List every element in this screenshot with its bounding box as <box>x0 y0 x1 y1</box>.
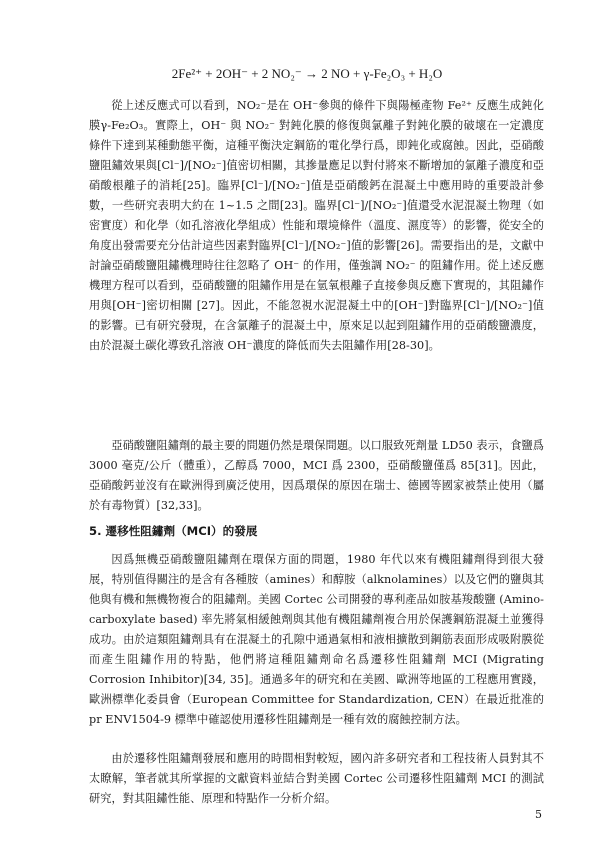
chemical-equation: 2Fe²⁺ + 2OH⁻ + 2 NO₂⁻ → 2 NO + γ-Fe₂O₃ + H₂O <box>171 66 443 81</box>
paragraph-4 <box>89 749 544 809</box>
paragraph-text: 因爲無機亞硝酸鹽阻鏽劑在環保方面的問題，1980 年代以來有機阻鏽劑得到很大發展，特別值得關注的是含有各種胺（amines）和醇胺（alknolamines）以及它們的鹽與其他與有機和無機物複合的阻鏽劑。美國 Cortec 公司開發的專利產品如胺基羧酸鹽 (Amino-carboxylate based) 率先將氣相緩蝕劑與其他有機阻鏽劑複合用於保護鋼筋混凝土並獲得成功。由於這類阻鏽劑具有在混凝土的孔隙中通過氣相和液相擴散到鋼筋表面形成吸附膜從而產生阻鏽作用的特點，他們將這種阻鏽劑命名爲遷移性阻鏽劑 MCI (Migrating Corrosion Inhibitor)[34, 35]。通過多年的研究和在美國、歐洲等地區的工程應用實踐，歐洲標準化委員會（European Committee for Standardization, CEN）在最近批准的 pr ENV1504-9 標準中確認使用遷移性阻鏽劑是一種有效的腐蝕控制方法。 <box>89 553 544 726</box>
paragraph-text: 由於遷移性阻鏽劑發展和應用的時間相對較短，國內許多研究者和工程技術人員對其不太瞭解，筆者就其所掌握的文獻資料並結合對美國 Cortec 公司遷移性阻鏽劑 MCI 的測試研究，對其阻鏽性能、原理和特點作一分析介紹。 <box>89 752 544 805</box>
paragraph-1 <box>89 96 544 356</box>
page-number: 5 <box>535 808 542 821</box>
paragraph-text: 從上述反應式可以看到，NO₂⁻是在 OH⁻參與的條件下與陽極產物 Fe²⁺ 反應生成鈍化膜γ-Fe₂O₃。實際上，OH⁻ 與 NO₂⁻ 對鈍化膜的修復與氯離子對鈍化膜的破壞在一定濃度條件下達到某種動態平衡，這種平衡決定鋼筋的電化學行爲，即鈍化或腐蝕。因此，亞硝酸鹽阻鏽效果與[Cl⁻]/[NO₂⁻]值密切相關，其摻量應足以對付將來不斷增加的氯離子濃度和亞硝酸根離子的消耗[25]。臨界[Cl⁻]/[NO₂⁻]值是亞硝酸鈣在混凝土中應用時的重要設計參數，一些研究表明大約在 1~1.5 之間[23]。臨界[Cl⁻]/[NO₂⁻]值還受水泥混凝土物理（如密實度）和化學（如孔溶液化學組成）性能和環境條件（溫度、濕度等）的影響，從安全的角度出發需要充分估計這些因素對臨界[Cl⁻]/[NO₂⁻]值的影響[26]。需要指出的是，文獻中討論亞硝酸鹽阻鏽機理時往往忽略了 OH⁻ 的作用，僅強調 NO₂⁻ 的阻鏽作用。從上述反應機理方程可以看到，亞硝酸鹽的阻鏽作用是在氫氧根離子直接參與反應下實現的，其阻鏽作用與[OH⁻]密切相關 [27]。因此，不能忽視水泥混凝土中的[OH⁻]對臨界[Cl⁻]/[NO₂⁻]值的影響。已有研究發現，在含氯離子的混凝土中，原來足以起到阻鏽作用的亞硝酸鹽濃度，由於混凝土碳化導致孔溶液 OH⁻濃度的降低而失去阻鏽作用[28-30]。 <box>89 99 544 352</box>
paragraph-2 <box>89 436 544 516</box>
section-heading: 5. 遷移性阻鏽劑（MCI）的發展 <box>89 524 258 538</box>
paragraph-text: 亞硝酸鹽阻鏽劑的最主要的問題仍然是環保問題。以口服致死劑量 LD50 表示，食鹽爲 3000 毫克/公斤（體重），乙醇爲 7000，MCI 爲 2300，亞硝酸鹽僅爲 85[31]。因此，亞硝酸鈣並沒有在歐洲得到廣泛使用，因爲環保的原因在瑞士、德國等國家被禁止使用（屬於有毒物質）[32,33]。 <box>89 439 544 512</box>
paragraph-3 <box>89 550 544 730</box>
